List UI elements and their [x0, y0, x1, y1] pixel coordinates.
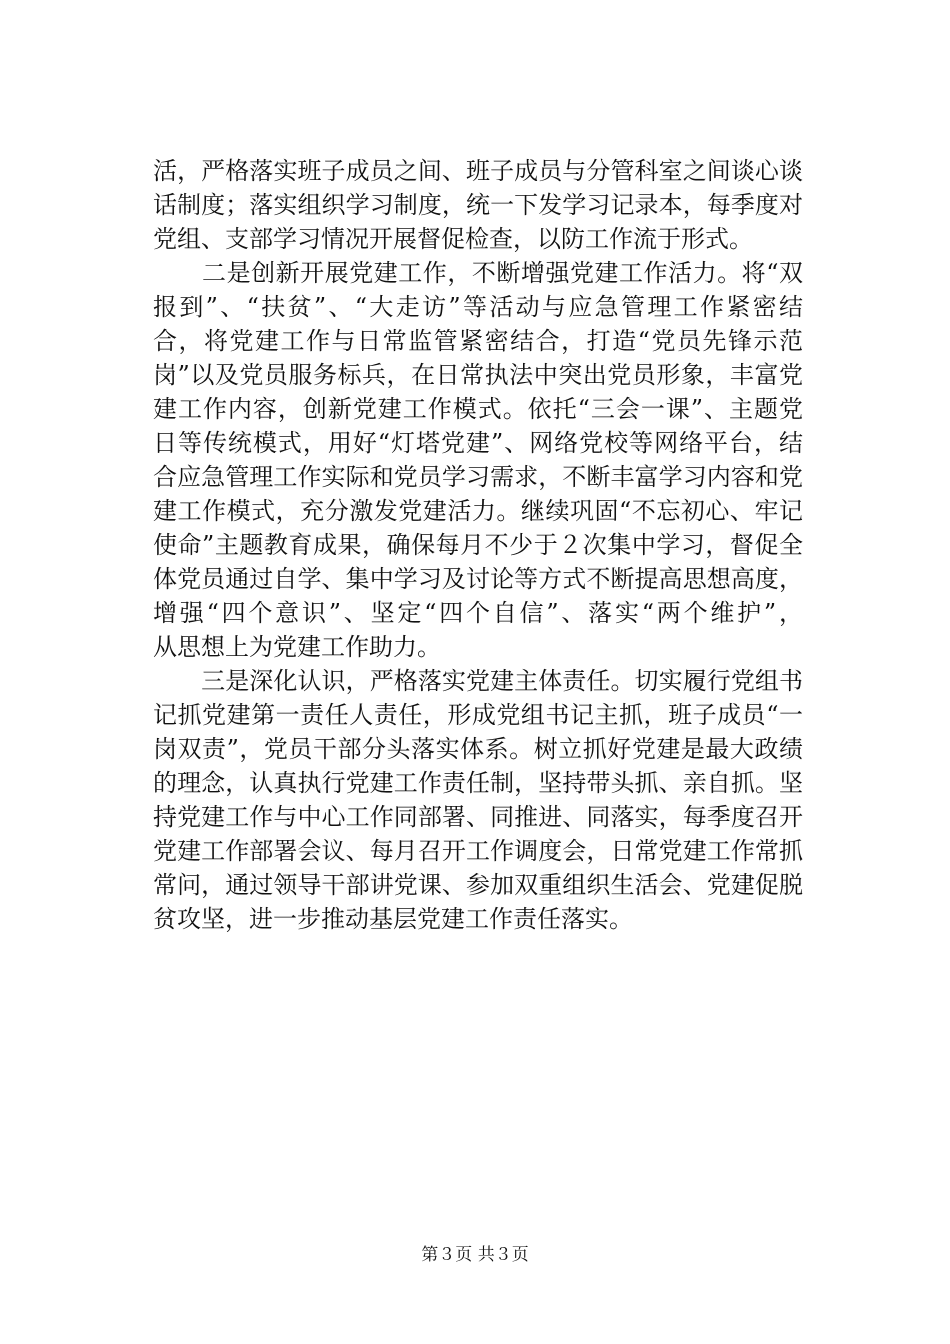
page-number-footer: 第３页 共３页: [421, 1245, 529, 1265]
text-line: 增强“四个意识”、坚定“四个自信”、落实“两个维护”，: [153, 599, 803, 627]
text-line: 党建工作部署会议、每月召开工作调度会，日常党建工作常抓: [153, 837, 803, 865]
text-line: 话制度；落实组织学习制度，统一下发学习记录本，每季度对: [153, 191, 803, 219]
text-line: 二是创新开展党建工作，不断增强党建工作活力。将“双: [153, 259, 803, 287]
text-line: 建工作内容，创新党建工作模式。依托“三会一课”、主题党: [153, 395, 803, 423]
text-line: 体党员通过自学、集中学习及讨论等方式不断提高思想高度，: [153, 565, 803, 593]
text-line: 建工作模式，充分激发党建活力。继续巩固“不忘初心、牢记: [153, 497, 803, 525]
text-line: 记抓党建第一责任人责任，形成党组书记主抓，班子成员“一: [153, 701, 803, 729]
text-line: 的理念，认真执行党建工作责任制，坚持带头抓、亲自抓。坚: [153, 769, 803, 797]
text-line: 岗双责”，党员干部分头落实体系。树立抓好党建是最大政绩: [153, 735, 803, 763]
text-line: 党组、支部学习情况开展督促检查，以防工作流于形式。: [153, 225, 753, 253]
text-line: 常问，通过领导干部讲党课、参加双重组织生活会、党建促脱: [153, 871, 803, 899]
body-text: [153, 154, 803, 936]
text-line: 活，严格落实班子成员之间、班子成员与分管科室之间谈心谈: [153, 157, 803, 185]
text-line: 合应急管理工作实际和党员学习需求，不断丰富学习内容和党: [153, 463, 803, 491]
text-line: 岗”以及党员服务标兵，在日常执法中突出党员形象，丰富党: [153, 361, 803, 389]
text-line: 报到”、“扶贫”、“大走访”等活动与应急管理工作紧密结: [153, 293, 803, 321]
text-line: 持党建工作与中心工作同部署、同推进、同落实，每季度召开: [153, 803, 803, 831]
text-line: 从思想上为党建工作助力。: [153, 633, 441, 661]
text-line: 使命”主题教育成果，确保每月不少于２次集中学习，督促全: [153, 531, 803, 559]
text-line: 日等传统模式，用好“灯塔党建”、网络党校等网络平台，结: [153, 429, 803, 457]
text-line: 合，将党建工作与日常监管紧密结合，打造“党员先锋示范: [153, 327, 803, 355]
text-line: 三是深化认识，严格落实党建主体责任。切实履行党组书: [153, 667, 803, 695]
text-line: 贫攻坚，进一步推动基层党建工作责任落实。: [153, 905, 633, 933]
